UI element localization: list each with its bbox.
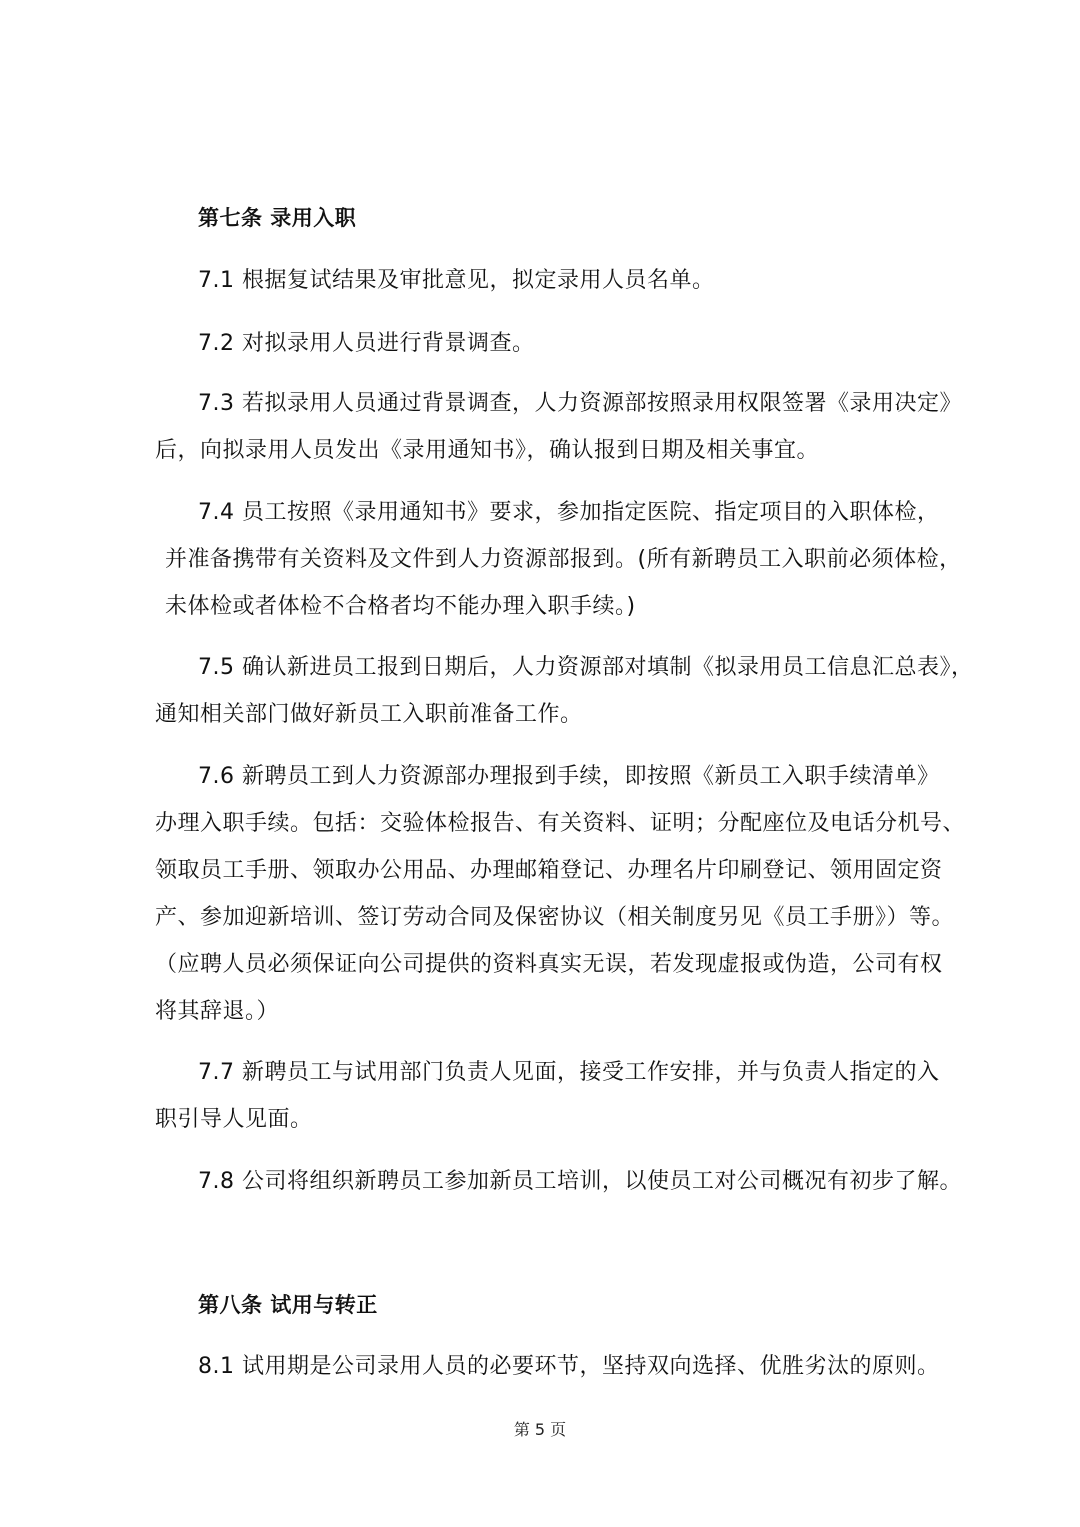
clause-7-4-line-1: 7.4 员工按照《录用通知书》要求，参加指定医院、指定项目的入职体检， — [198, 500, 940, 525]
clause-8-1: 8.1 试用期是公司录用人员的必要环节，坚持双向选择、优胜劣汰的原则。 — [198, 1354, 940, 1379]
clause-7-6-line-2: 办理入职手续。包括：交验体检报告、有关资料、证明；分配座位及电话分机号、 — [155, 811, 966, 836]
clause-7-3-line-1: 7.3 若拟录用人员通过背景调查，人力资源部按照录用权限签署《录用决定》 — [198, 391, 962, 416]
clause-7-7-line-1: 7.7 新聘员工与试用部门负责人见面，接受工作安排，并与负责人指定的入 — [198, 1060, 940, 1085]
clause-7-6-line-5: （应聘人员必须保证向公司提供的资料真实无误，若发现虚报或伪造，公司有权 — [155, 952, 943, 977]
clause-7-5-line-2: 通知相关部门做好新员工入职前准备工作。 — [155, 702, 583, 727]
clause-7-3-line-2: 后，向拟录用人员发出《录用通知书》，确认报到日期及相关事宜。 — [155, 438, 820, 463]
clause-7-1: 7.1 根据复试结果及审批意见，拟定录用人员名单。 — [198, 268, 715, 293]
clause-7-6-line-4: 产、参加迎新培训、签订劳动合同及保密协议（相关制度另见《员工手册》）等。 — [155, 905, 955, 930]
clause-7-4-line-2: 并准备携带有关资料及文件到人力资源部报到。(所有新聘员工入职前必须体检， — [165, 547, 962, 572]
clause-7-6-line-6: 将其辞退。） — [155, 999, 280, 1024]
clause-7-7-line-2: 职引导人见面。 — [155, 1107, 313, 1132]
page-number: 第 5 页 — [513, 1420, 567, 1439]
clause-7-5-line-1: 7.5 确认新进员工报到日期后，人力资源部对填制《拟录用员工信息汇总表》， — [198, 655, 974, 680]
clause-7-6-line-1: 7.6 新聘员工到人力资源部办理报到手续，即按照《新员工入职手续清单》 — [198, 764, 940, 789]
clause-7-8: 7.8 公司将组织新聘员工参加新员工培训，以使员工对公司概况有初步了解。 — [198, 1169, 962, 1194]
clause-7-4-line-3: 未体检或者体检不合格者均不能办理入职手续。) — [165, 594, 636, 619]
clause-7-6-line-3: 领取员工手册、领取办公用品、办理邮箱登记、办理名片印刷登记、领用固定资 — [155, 858, 943, 883]
section-7-title: 第七条 录用入职 — [198, 206, 357, 230]
section-8-title: 第八条 试用与转正 — [198, 1293, 378, 1317]
clause-7-2: 7.2 对拟录用人员进行背景调查。 — [198, 331, 535, 356]
